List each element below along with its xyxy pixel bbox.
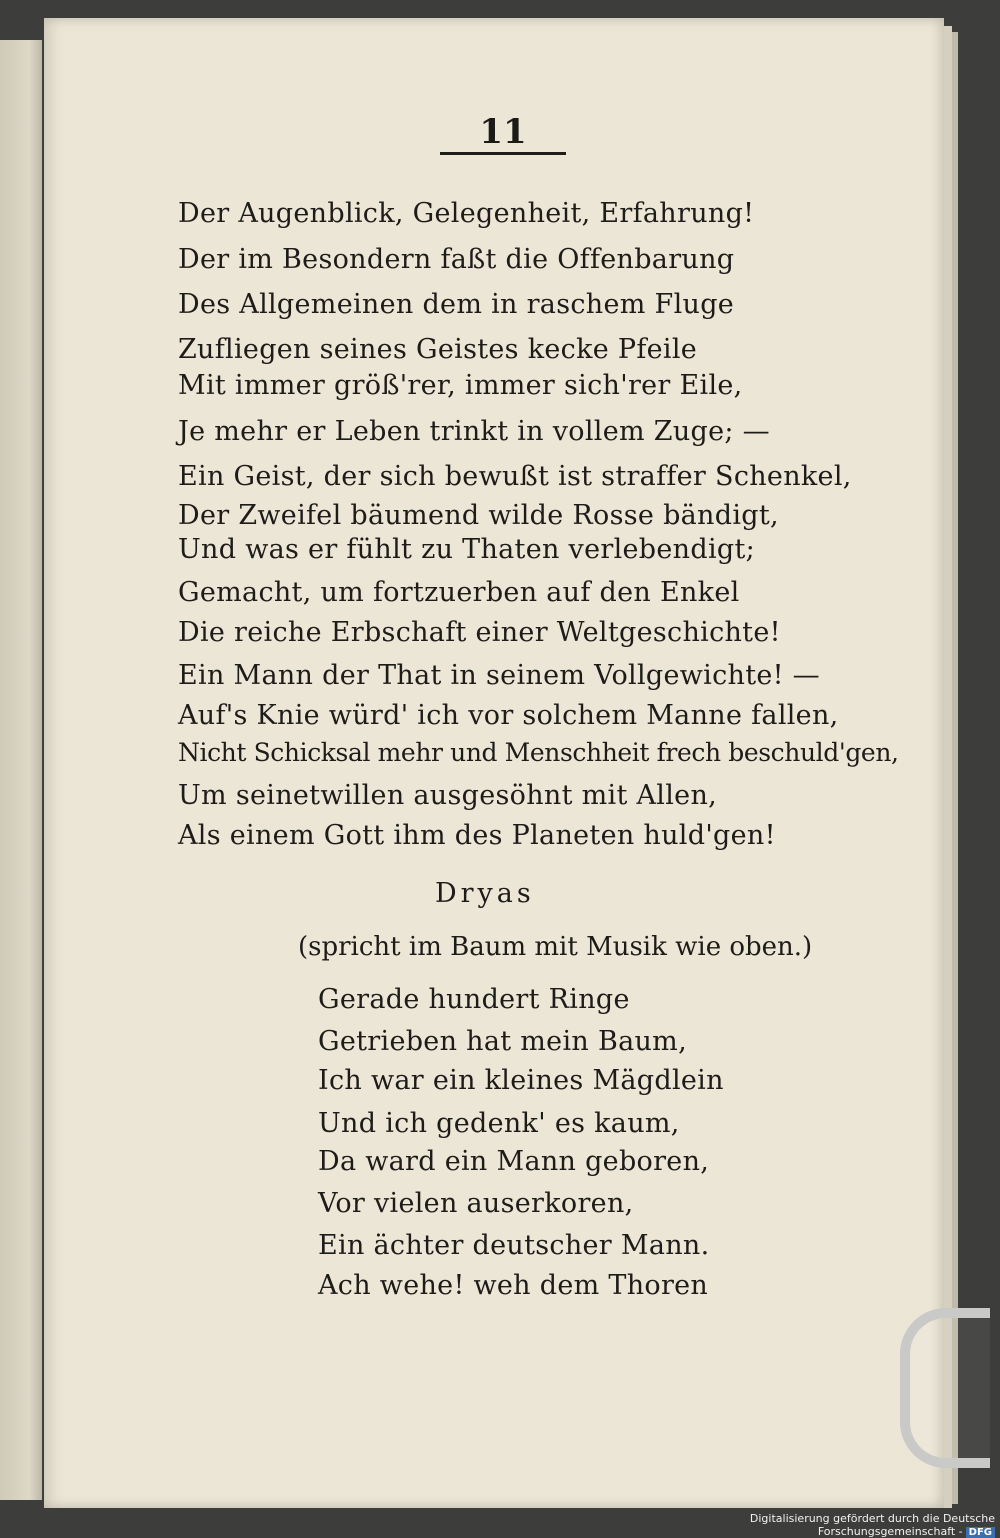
verse-line: Ich war ein kleines Mägdlein [318, 1065, 724, 1096]
digitization-credit [620, 1512, 995, 1538]
verse-line: Des Allgemeinen dem in raschem Fluge [178, 289, 735, 320]
verse-line: Getrieben hat mein Baum, [318, 1026, 687, 1057]
credit-text: Digitalisierung gefördert durch die Deutsche Forschungsgemeinschaft - [749, 1512, 995, 1538]
verse-line: Der Zweifel bäumend wilde Rosse bändigt, [178, 500, 779, 531]
verse-line: Zufliegen seines Geistes kecke Pfeile [178, 334, 698, 365]
verse-line: Und was er fühlt zu Thaten verlebendigt; [178, 534, 756, 565]
stage-direction: (spricht im Baum mit Musik wie oben.) [298, 932, 813, 962]
verse-line: Die reiche Erbschaft einer Weltgeschichte! [178, 617, 781, 648]
verse-line: Der Augenblick, Gelegenheit, Erfahrung! [178, 198, 755, 229]
page-clip [900, 1308, 990, 1468]
verse-line: Auf's Knie würd' ich vor solchem Manne fallen, [178, 700, 839, 731]
adjacent-page-edge [0, 40, 42, 1500]
page-number: 11 [479, 112, 527, 152]
dfg-logo: DFG [966, 1527, 995, 1538]
verse-line: Gerade hundert Ringe [318, 984, 630, 1015]
verse-line: Ach wehe! weh dem Thoren [318, 1270, 709, 1301]
page-edge-back [952, 32, 958, 1504]
verse-line: Um seinetwillen ausgesöhnt mit Allen, [178, 780, 718, 811]
verse-line: Mit immer größ'rer, immer sich'rer Eile, [178, 370, 743, 401]
verse-line: Gemacht, um fortzuerben auf den Enkel [178, 577, 740, 608]
verse-line: Als einem Gott ihm des Planeten huld'gen! [178, 820, 776, 851]
verse-line: Der im Besondern faßt die Offenbarung [178, 244, 735, 275]
verse-line: Da ward ein Mann geboren, [318, 1146, 710, 1177]
page-edge [944, 26, 952, 1508]
verse-line: Vor vielen auserkoren, [318, 1188, 634, 1219]
verse-line: Ein Geist, der sich bewußt ist straffer Schenkel, [178, 461, 852, 492]
speaker-name: Dryas [435, 878, 535, 909]
verse-line: Ein Mann der That in seinem Vollgewichte! — [178, 660, 820, 691]
verse-line: Und ich gedenk' es kaum, [318, 1108, 680, 1139]
verse-line: Ein ächter deutscher Mann. [318, 1230, 710, 1261]
header-rule [440, 152, 566, 155]
verse-line: Nicht Schicksal mehr und Menschheit frech beschuld'gen, [178, 738, 899, 767]
verse-line: Je mehr er Leben trinkt in vollem Zuge; — [178, 416, 770, 447]
